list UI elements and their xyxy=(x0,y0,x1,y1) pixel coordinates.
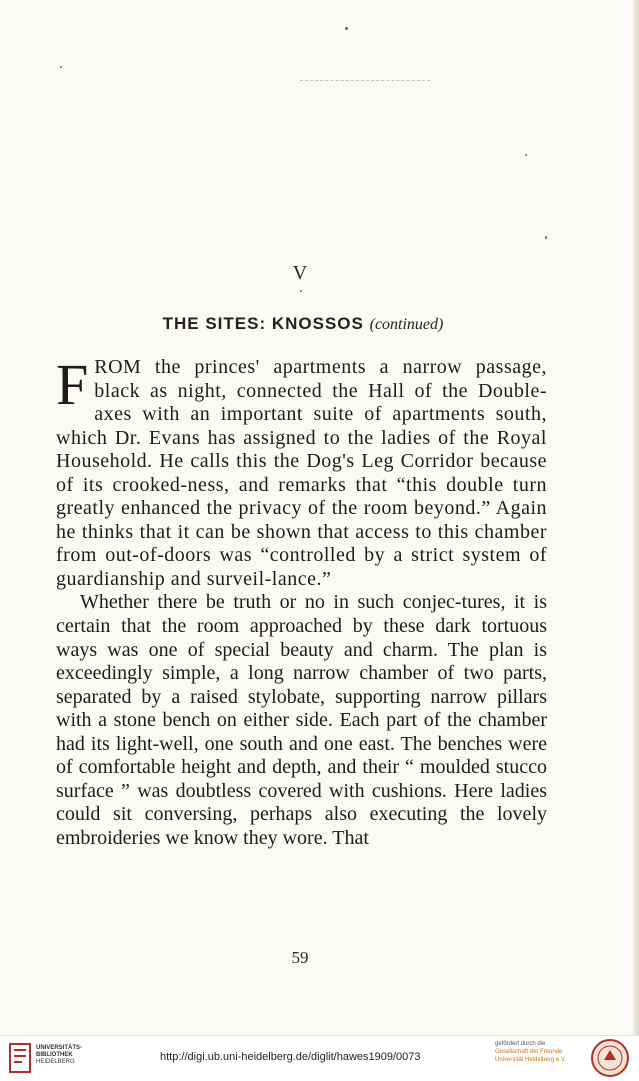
paragraph-1 xyxy=(56,352,547,591)
page-edge xyxy=(633,0,639,1035)
scan-speck xyxy=(525,154,527,156)
library-name xyxy=(36,1045,96,1066)
funding-note xyxy=(495,1040,585,1064)
scan-speck xyxy=(345,27,348,30)
paragraph-2: Whether there be truth or no in such conjec-tures, it is certain that the room approached by these dark tortuous ways was one of special beauty and charm. The plan is exceedingly simple, a long narrow chamber of two parts, separated by a raised stylobate, supporting narrow pillars with a stone bench on either side. Each part of the chamber had its light-well, one south and one east. The benches were of comfortable height and depth, and their “ moulded stucco surface ” was doubtless covered with cushions. Here ladies could sit conversing, perhaps also executing the lovely embroideries we know they wore. That xyxy=(56,591,547,849)
university-seal-icon xyxy=(590,1038,630,1078)
chapter-continued: (continued) xyxy=(369,316,444,333)
scan-speck xyxy=(300,290,302,292)
body-text xyxy=(56,352,547,850)
library-name-line-2: BIBLIOTHEK xyxy=(36,1052,73,1058)
funder-line-2: Universität Heidelberg e.V. xyxy=(495,1057,566,1063)
funding-label: gefördert durch die xyxy=(495,1041,546,1047)
funder-line-1: Gesellschaft der Freunde xyxy=(495,1049,563,1055)
chapter-title-text: THE SITES: KNOSSOS xyxy=(162,314,364,333)
library-name-line-3: HEIDELBERG xyxy=(36,1059,75,1065)
scan-speck xyxy=(60,66,62,68)
permalink-url[interactable]: http://digi.ub.uni-heidelberg.de/diglit/hawes1909/0073 xyxy=(160,1051,421,1063)
paragraph-1-text: ROM the princes' apartments a narrow passage, black as night, connected the Hall of the Double-axes with an important suite of apartments south, which Dr. Evans has assigned to the ladies of the Royal Household. He calls this the Dog's Leg Corridor because of its crooked-ness, and remarks that “this double turn greatly enhanced the privacy of the room beyond.” Again he thinks that it can be shown that access to this chamber from out-of-doors was “controlled by a strict system of guardianship and surveil-lance.” xyxy=(56,356,547,590)
chapter-title xyxy=(0,314,606,334)
scan-smudge xyxy=(300,80,430,81)
drop-cap: F xyxy=(56,352,89,417)
chapter-number: V xyxy=(292,262,308,284)
footer-bar xyxy=(0,1035,639,1081)
library-name-line-1: UNIVERSITÄTS- xyxy=(36,1045,83,1051)
scan-speck xyxy=(545,236,547,239)
library-logo-icon xyxy=(8,1040,34,1076)
page-number: 59 xyxy=(291,948,309,967)
